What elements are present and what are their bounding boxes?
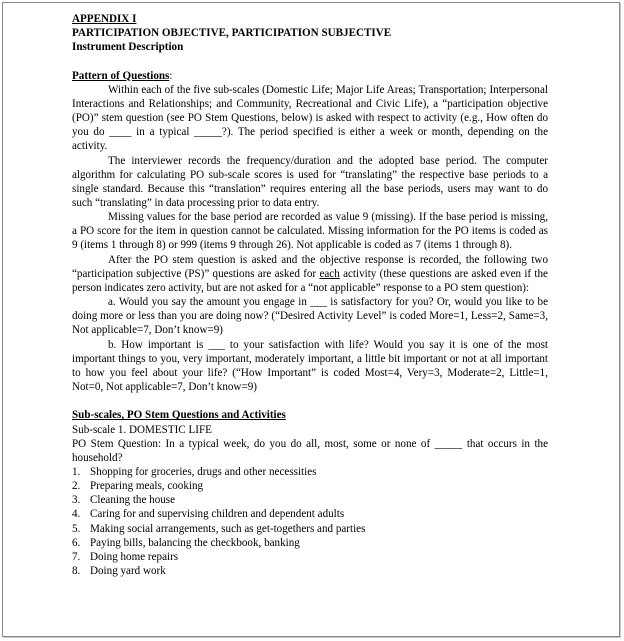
paragraph-missing-values: Missing values for the base period are recorded as value 9 (missing). If the base period is missing, a PO score for the item in question cannot be calculated. Missing information for the PO items is coded as 9 (items 1 through 8) or 999 (items 9 through 26). Not applicable is coded as 7 (items 1 through 8). <box>72 211 548 252</box>
list-item: 5. Making social arrangements, such as get-togethers and parties <box>72 522 366 535</box>
list-item: 6. Paying bills, balancing the checkbook, banking <box>72 536 300 549</box>
pattern-heading: Pattern of Questions <box>72 69 170 82</box>
question-a: a. Would you say the amount you engage in ___ is satisfactory for you? Or, would you like to be doing more or less than you are doing now? (“Desired Activity Level” is coded More=1, Less=2, Same=3, Not applicable=7, Don’t know=9) <box>72 296 548 337</box>
question-b: b. How important is ___ to your satisfaction with life? Would you say it is one of the most important things to you, very important, moderately important, a little bit important or not at all important to how you feel about your life? (“How Important” is coded Most=4, Very=3, Moderate=2, Little=1, Not=0, Not applicable=7, Don’t know=9) <box>72 338 548 394</box>
appendix-heading: APPENDIX I <box>72 13 137 25</box>
list-item: 8. Doing yard work <box>72 565 166 578</box>
ps-text-after: activity (these questions are asked even if the person indicates zero activity, but are not asked for a “not applicable” response to a PO stem question): <box>72 267 548 294</box>
activity-list <box>72 465 548 578</box>
document-subtitle: Instrument Description <box>72 41 184 54</box>
list-item: 1. Shopping for groceries, drugs and other necessities <box>72 465 317 478</box>
list-item: 3. Cleaning the house <box>72 494 176 507</box>
paragraph-interviewer: The interviewer records the frequency/duration and the adopted base period. The computer algorithm for calculating PO sub-scale scores is used for “translating” the respective base periods to a single standard. Because this “translation” requires entering all the base periods, users may want to do such “translating” in data processing prior to data entry. <box>72 154 548 210</box>
subscale-title: Sub-scale 1. DOMESTIC LIFE <box>72 423 212 436</box>
list-item: 7. Doing home repairs <box>72 550 179 563</box>
paragraph-subscales: Within each of the five sub-scales (Domestic Life; Major Life Areas; Transportation; Interpersonal Interactions and Relationships; and Community, Recreational and Civic Life), a “participation objective (PO)” stem question (see PO Stem Questions, below) is asked with respect to activity (e.g., How often do you do ____ in a typical _____?). The period specified is either a week or month, depending on the activity. <box>72 83 548 153</box>
pattern-heading-colon: : <box>169 69 173 82</box>
pattern-heading-line <box>72 69 548 83</box>
paragraph-ps-questions <box>72 253 548 295</box>
stem-question: PO Stem Question: In a typical week, do you do all, most, some or none of _____ that occurs in the household? <box>72 437 548 464</box>
ps-text-before: After the PO stem question is asked and the objective response is recorded, the following two “participation subjective (PS)” questions are asked for <box>72 253 548 280</box>
document-title: PARTICIPATION OBJECTIVE, PARTICIPATION SUBJECTIVE <box>72 27 392 40</box>
document-body <box>72 12 548 578</box>
list-item: 4. Caring for and supervising children and dependent adults <box>72 508 345 521</box>
ps-text-each: each <box>319 267 340 280</box>
list-item: 2. Preparing meals, cooking <box>72 480 204 493</box>
subscales-heading: Sub-scales, PO Stem Questions and Activities <box>72 409 286 422</box>
